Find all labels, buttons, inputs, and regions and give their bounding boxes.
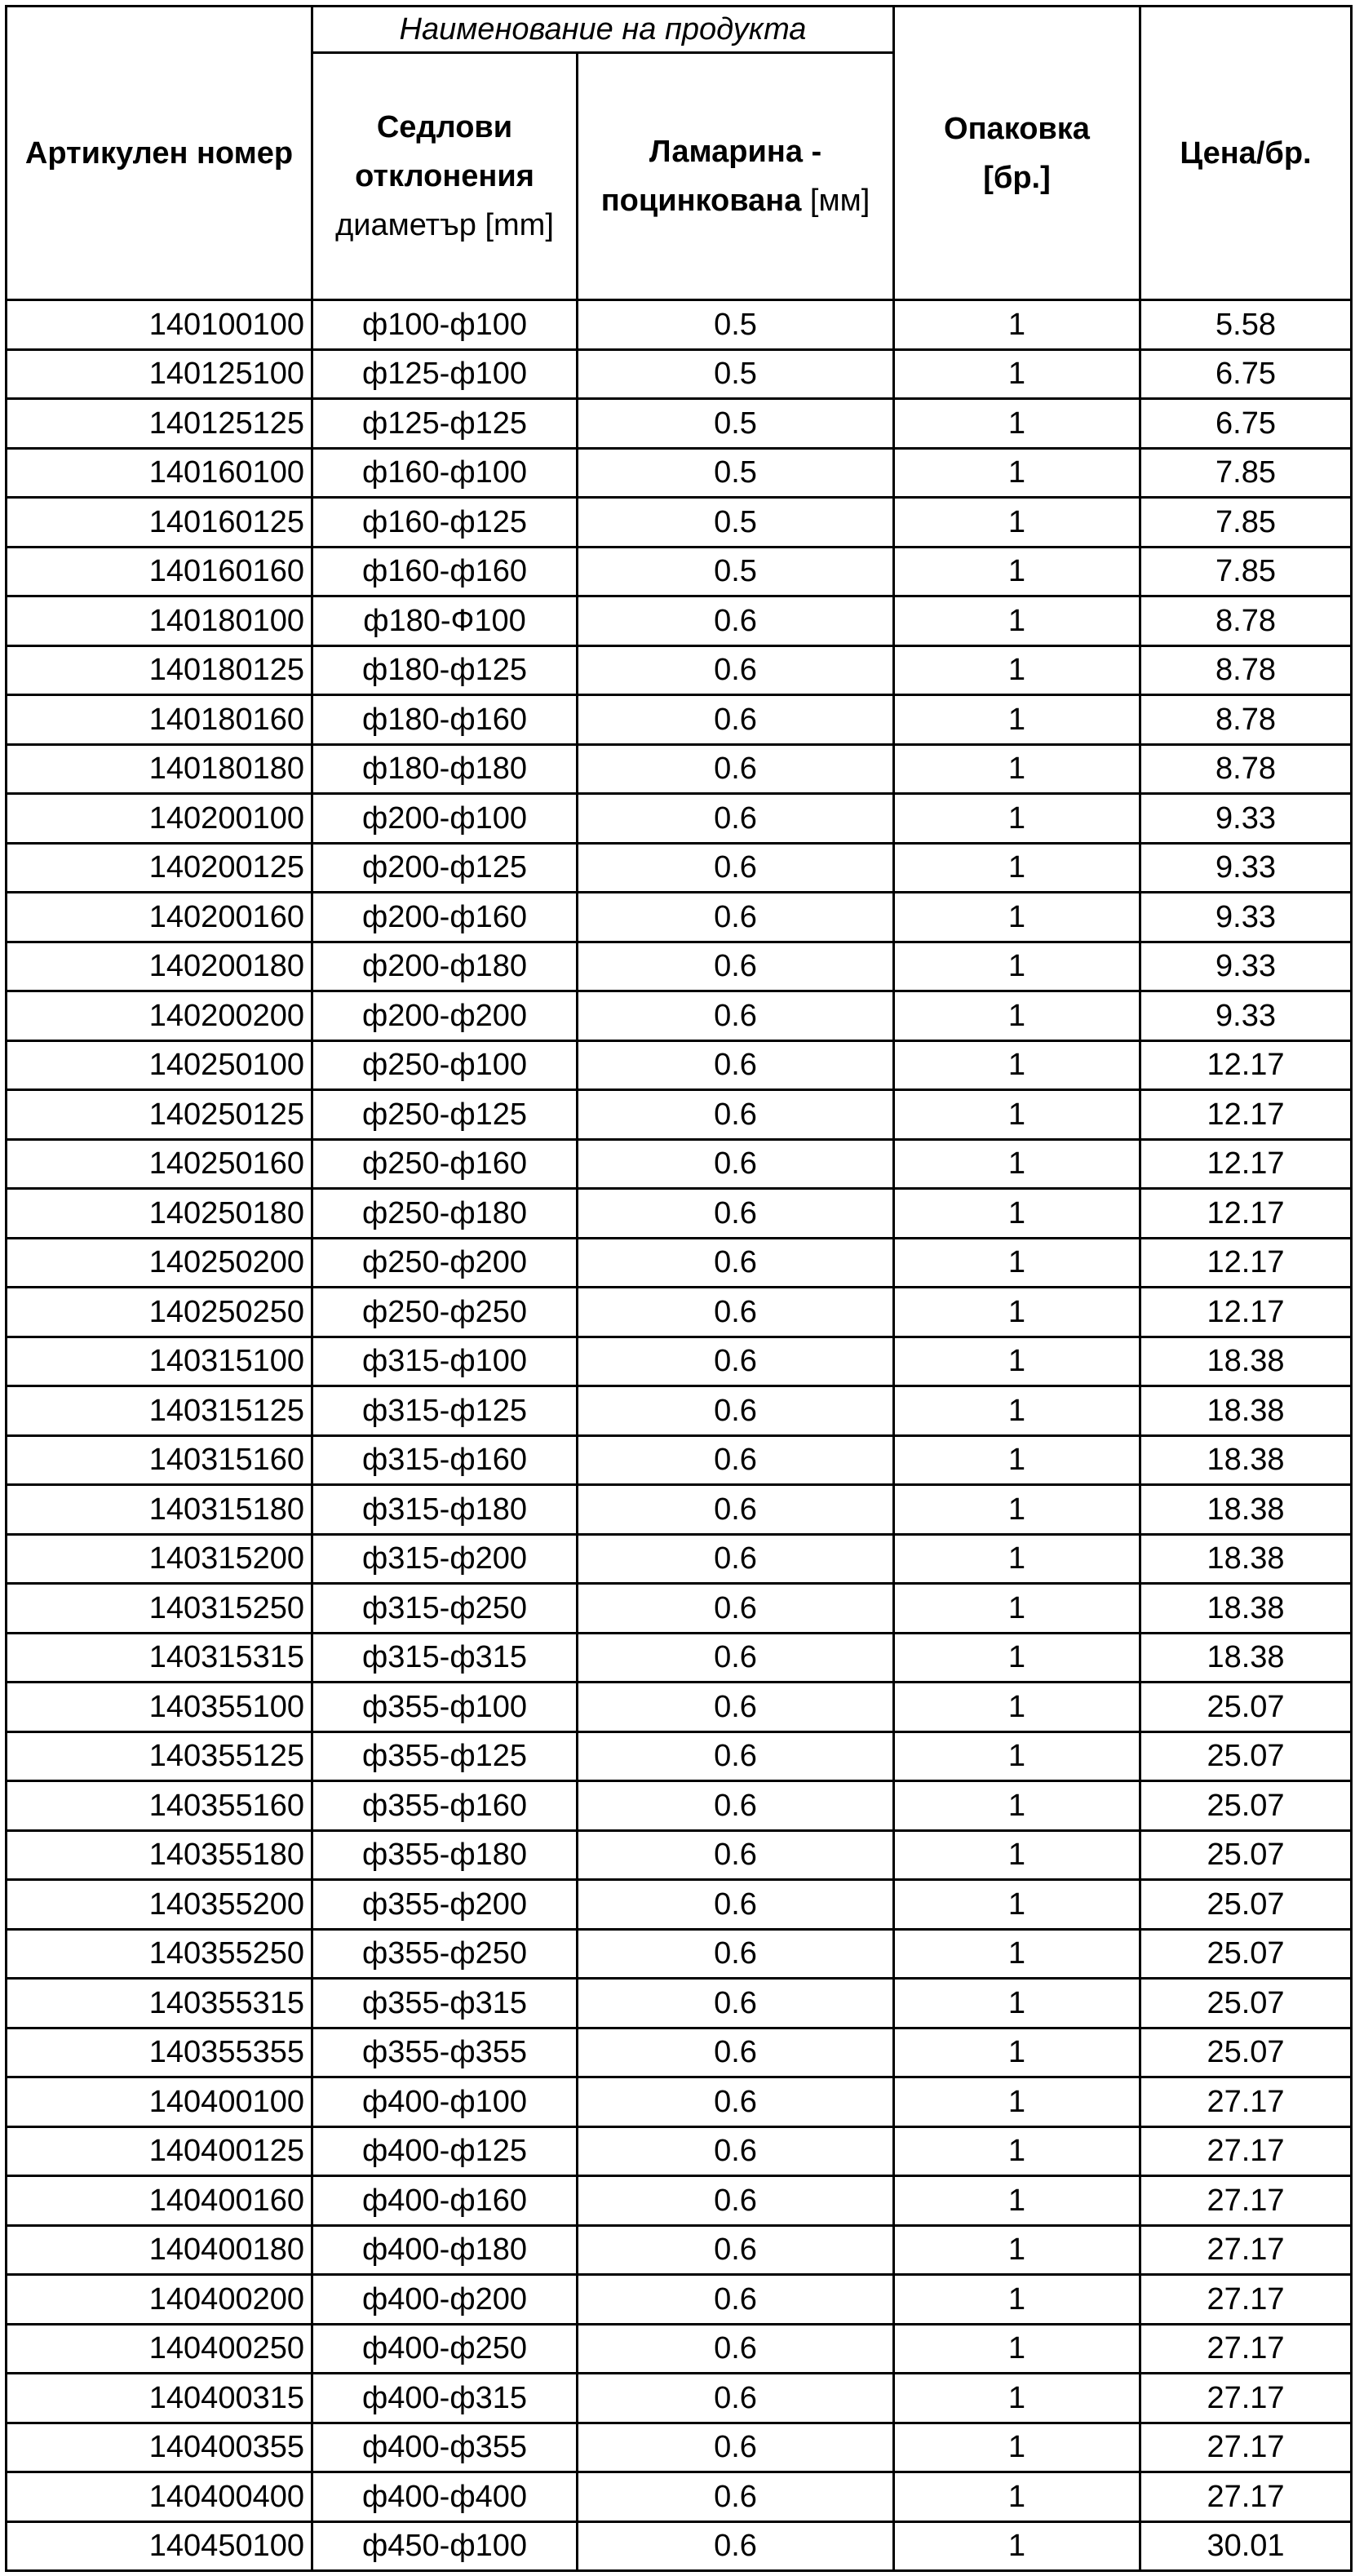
cell-price: 25.07 xyxy=(1140,1731,1352,1781)
cell-package: 1 xyxy=(894,1337,1140,1386)
cell-price: 25.07 xyxy=(1140,1979,1352,2028)
cell-article: 140200160 xyxy=(7,893,312,942)
cell-package: 1 xyxy=(894,2521,1140,2571)
cell-article: 140180160 xyxy=(7,695,312,745)
cell-diameter: ф200-ф125 xyxy=(312,843,578,893)
cell-sheet-thickness: 0.6 xyxy=(578,942,894,991)
cell-sheet-thickness: 0.6 xyxy=(578,1386,894,1436)
cell-sheet-thickness: 0.6 xyxy=(578,893,894,942)
cell-package: 1 xyxy=(894,1288,1140,1337)
table-row xyxy=(7,1238,1352,1288)
table-row xyxy=(7,794,1352,844)
cell-article: 140200180 xyxy=(7,942,312,991)
cell-price: 27.17 xyxy=(1140,2324,1352,2374)
cell-package: 1 xyxy=(894,1485,1140,1535)
cell-article: 140250160 xyxy=(7,1139,312,1189)
cell-price: 27.17 xyxy=(1140,2472,1352,2522)
cell-package: 1 xyxy=(894,1683,1140,1732)
table-row xyxy=(7,1386,1352,1436)
cell-diameter: ф355-ф200 xyxy=(312,1880,578,1930)
table-row xyxy=(7,2077,1352,2127)
cell-article: 140400160 xyxy=(7,2176,312,2226)
header-sheet-unit: [мм] xyxy=(801,184,870,218)
cell-diameter: ф315-ф200 xyxy=(312,1534,578,1584)
cell-package: 1 xyxy=(894,1386,1140,1436)
cell-price: 7.85 xyxy=(1140,448,1352,498)
cell-sheet-thickness: 0.6 xyxy=(578,2275,894,2325)
table-row xyxy=(7,399,1352,449)
table-row xyxy=(7,2324,1352,2374)
table-row xyxy=(7,498,1352,548)
table-row xyxy=(7,448,1352,498)
cell-article: 140250100 xyxy=(7,1040,312,1090)
cell-diameter: ф355-ф250 xyxy=(312,1929,578,1979)
cell-diameter: ф400-ф160 xyxy=(312,2176,578,2226)
table-row xyxy=(7,2225,1352,2275)
cell-diameter: ф400-ф200 xyxy=(312,2275,578,2325)
cell-diameter: ф100-ф100 xyxy=(312,300,578,350)
cell-sheet-thickness: 0.6 xyxy=(578,1979,894,2028)
cell-diameter: ф400-ф125 xyxy=(312,2126,578,2176)
cell-package: 1 xyxy=(894,1880,1140,1930)
cell-sheet-thickness: 0.6 xyxy=(578,1040,894,1090)
cell-article: 140355250 xyxy=(7,1929,312,1979)
cell-diameter: ф450-ф100 xyxy=(312,2521,578,2571)
table-row xyxy=(7,2126,1352,2176)
cell-package: 1 xyxy=(894,1090,1140,1140)
cell-diameter: ф200-ф100 xyxy=(312,794,578,844)
cell-sheet-thickness: 0.6 xyxy=(578,1238,894,1288)
cell-price: 12.17 xyxy=(1140,1238,1352,1288)
cell-package: 1 xyxy=(894,645,1140,695)
cell-diameter: ф125-ф125 xyxy=(312,399,578,449)
cell-article: 140355180 xyxy=(7,1830,312,1880)
cell-price: 7.85 xyxy=(1140,547,1352,596)
cell-package: 1 xyxy=(894,2374,1140,2423)
table-row xyxy=(7,2521,1352,2571)
cell-sheet-thickness: 0.6 xyxy=(578,645,894,695)
cell-sheet-thickness: 0.6 xyxy=(578,2225,894,2275)
cell-sheet-thickness: 0.6 xyxy=(578,2126,894,2176)
cell-package: 1 xyxy=(894,399,1140,449)
cell-sheet-thickness: 0.6 xyxy=(578,843,894,893)
cell-diameter: ф250-ф250 xyxy=(312,1288,578,1337)
cell-package: 1 xyxy=(894,2324,1140,2374)
table-row xyxy=(7,1929,1352,1979)
cell-article: 140400100 xyxy=(7,2077,312,2127)
table-row xyxy=(7,596,1352,646)
table-row xyxy=(7,1485,1352,1535)
table-row xyxy=(7,695,1352,745)
table-row xyxy=(7,1830,1352,1880)
header-product-group: Наименование на продукта xyxy=(312,7,894,53)
cell-sheet-thickness: 0.6 xyxy=(578,1633,894,1683)
cell-article: 140355125 xyxy=(7,1731,312,1781)
cell-price: 8.78 xyxy=(1140,645,1352,695)
table-row xyxy=(7,2472,1352,2522)
table-row xyxy=(7,2423,1352,2472)
table-row xyxy=(7,2374,1352,2423)
cell-sheet-thickness: 0.6 xyxy=(578,1929,894,1979)
header-sheet xyxy=(578,53,894,300)
cell-price: 9.33 xyxy=(1140,991,1352,1041)
header-saddle-line1: Седлови xyxy=(376,110,513,144)
header-package xyxy=(894,7,1140,300)
cell-diameter: ф250-ф125 xyxy=(312,1090,578,1140)
cell-sheet-thickness: 0.6 xyxy=(578,1435,894,1485)
table-row xyxy=(7,1880,1352,1930)
cell-price: 18.38 xyxy=(1140,1633,1352,1683)
cell-diameter: ф315-ф100 xyxy=(312,1337,578,1386)
cell-price: 25.07 xyxy=(1140,1830,1352,1880)
cell-sheet-thickness: 0.6 xyxy=(578,1781,894,1831)
cell-diameter: ф180-ф180 xyxy=(312,744,578,794)
cell-article: 140355315 xyxy=(7,1979,312,2028)
cell-diameter: ф200-ф160 xyxy=(312,893,578,942)
cell-sheet-thickness: 0.6 xyxy=(578,1189,894,1239)
cell-article: 140250180 xyxy=(7,1189,312,1239)
cell-price: 12.17 xyxy=(1140,1139,1352,1189)
cell-sheet-thickness: 0.6 xyxy=(578,2324,894,2374)
cell-sheet-thickness: 0.6 xyxy=(578,1139,894,1189)
cell-sheet-thickness: 0.6 xyxy=(578,794,894,844)
cell-package: 1 xyxy=(894,547,1140,596)
cell-article: 140250250 xyxy=(7,1288,312,1337)
cell-price: 12.17 xyxy=(1140,1040,1352,1090)
cell-diameter: ф315-ф180 xyxy=(312,1485,578,1535)
cell-sheet-thickness: 0.6 xyxy=(578,1880,894,1930)
table-row xyxy=(7,1781,1352,1831)
cell-sheet-thickness: 0.6 xyxy=(578,1288,894,1337)
cell-article: 140160125 xyxy=(7,498,312,548)
cell-diameter: ф250-ф100 xyxy=(312,1040,578,1090)
table-row xyxy=(7,1139,1352,1189)
cell-price: 12.17 xyxy=(1140,1288,1352,1337)
cell-price: 7.85 xyxy=(1140,498,1352,548)
cell-price: 9.33 xyxy=(1140,942,1352,991)
cell-price: 25.07 xyxy=(1140,2028,1352,2077)
cell-diameter: ф200-ф180 xyxy=(312,942,578,991)
table-row xyxy=(7,300,1352,350)
cell-package: 1 xyxy=(894,2225,1140,2275)
cell-diameter: ф400-ф400 xyxy=(312,2472,578,2522)
table-row xyxy=(7,1979,1352,2028)
cell-sheet-thickness: 0.6 xyxy=(578,2374,894,2423)
cell-package: 1 xyxy=(894,1979,1140,2028)
cell-package: 1 xyxy=(894,2126,1140,2176)
cell-article: 140355200 xyxy=(7,1880,312,1930)
cell-package: 1 xyxy=(894,2176,1140,2226)
cell-price: 18.38 xyxy=(1140,1584,1352,1634)
cell-sheet-thickness: 0.5 xyxy=(578,448,894,498)
cell-price: 27.17 xyxy=(1140,2225,1352,2275)
cell-package: 1 xyxy=(894,349,1140,399)
cell-sheet-thickness: 0.6 xyxy=(578,695,894,745)
cell-price: 27.17 xyxy=(1140,2275,1352,2325)
table-row xyxy=(7,2275,1352,2325)
cell-package: 1 xyxy=(894,1435,1140,1485)
cell-diameter: ф355-ф160 xyxy=(312,1781,578,1831)
cell-diameter: ф400-ф250 xyxy=(312,2324,578,2374)
table-row xyxy=(7,1090,1352,1140)
cell-price: 18.38 xyxy=(1140,1485,1352,1535)
cell-diameter: ф315-ф250 xyxy=(312,1584,578,1634)
cell-package: 1 xyxy=(894,744,1140,794)
cell-sheet-thickness: 0.5 xyxy=(578,349,894,399)
cell-diameter: ф315-ф315 xyxy=(312,1633,578,1683)
cell-diameter: ф400-ф180 xyxy=(312,2225,578,2275)
cell-diameter: ф200-ф200 xyxy=(312,991,578,1041)
cell-price: 9.33 xyxy=(1140,893,1352,942)
cell-diameter: ф250-ф200 xyxy=(312,1238,578,1288)
table-row xyxy=(7,349,1352,399)
cell-sheet-thickness: 0.6 xyxy=(578,1090,894,1140)
header-saddle xyxy=(312,53,578,300)
cell-price: 9.33 xyxy=(1140,843,1352,893)
cell-diameter: ф355-ф100 xyxy=(312,1683,578,1732)
cell-price: 27.17 xyxy=(1140,2126,1352,2176)
cell-package: 1 xyxy=(894,1238,1140,1288)
cell-sheet-thickness: 0.6 xyxy=(578,1584,894,1634)
cell-price: 8.78 xyxy=(1140,695,1352,745)
cell-article: 140355355 xyxy=(7,2028,312,2077)
table-row xyxy=(7,1040,1352,1090)
table-row xyxy=(7,1189,1352,1239)
cell-sheet-thickness: 0.5 xyxy=(578,547,894,596)
cell-diameter: ф160-ф160 xyxy=(312,547,578,596)
cell-price: 25.07 xyxy=(1140,1781,1352,1831)
cell-price: 18.38 xyxy=(1140,1337,1352,1386)
cell-sheet-thickness: 0.6 xyxy=(578,1534,894,1584)
cell-article: 140180125 xyxy=(7,645,312,695)
cell-sheet-thickness: 0.6 xyxy=(578,744,894,794)
cell-sheet-thickness: 0.6 xyxy=(578,2472,894,2522)
header-saddle-unit: диаметър [mm] xyxy=(335,208,554,242)
cell-article: 140160100 xyxy=(7,448,312,498)
cell-article: 140200125 xyxy=(7,843,312,893)
header-sheet-line2-wrap xyxy=(578,176,892,225)
cell-diameter: ф355-ф125 xyxy=(312,1731,578,1781)
cell-sheet-thickness: 0.5 xyxy=(578,399,894,449)
cell-article: 140250125 xyxy=(7,1090,312,1140)
cell-diameter: ф355-ф180 xyxy=(312,1830,578,1880)
cell-price: 6.75 xyxy=(1140,349,1352,399)
table-row xyxy=(7,1633,1352,1683)
header-package-line2: [бр.] xyxy=(983,160,1051,195)
cell-package: 1 xyxy=(894,1781,1140,1831)
cell-diameter: ф400-ф315 xyxy=(312,2374,578,2423)
cell-package: 1 xyxy=(894,1830,1140,1880)
cell-diameter: ф180-ф125 xyxy=(312,645,578,695)
cell-package: 1 xyxy=(894,1929,1140,1979)
cell-article: 140315180 xyxy=(7,1485,312,1535)
cell-price: 5.58 xyxy=(1140,300,1352,350)
header-article: Артикулен номер xyxy=(7,7,312,300)
cell-article: 140315160 xyxy=(7,1435,312,1485)
cell-price: 27.17 xyxy=(1140,2176,1352,2226)
cell-price: 18.38 xyxy=(1140,1386,1352,1436)
table-header xyxy=(7,7,1352,300)
cell-package: 1 xyxy=(894,1534,1140,1584)
cell-diameter: ф180-Ф100 xyxy=(312,596,578,646)
cell-price: 27.17 xyxy=(1140,2423,1352,2472)
cell-article: 140400200 xyxy=(7,2275,312,2325)
cell-article: 140355160 xyxy=(7,1781,312,1831)
table-row xyxy=(7,1683,1352,1732)
cell-diameter: ф315-ф160 xyxy=(312,1435,578,1485)
cell-diameter: ф160-ф125 xyxy=(312,498,578,548)
cell-price: 30.01 xyxy=(1140,2521,1352,2571)
cell-diameter: ф180-ф160 xyxy=(312,695,578,745)
cell-price: 9.33 xyxy=(1140,794,1352,844)
table-row xyxy=(7,991,1352,1041)
cell-diameter: ф400-ф355 xyxy=(312,2423,578,2472)
table-body xyxy=(7,300,1352,2571)
cell-price: 6.75 xyxy=(1140,399,1352,449)
cell-article: 140400315 xyxy=(7,2374,312,2423)
cell-article: 140400355 xyxy=(7,2423,312,2472)
cell-package: 1 xyxy=(894,1189,1140,1239)
table-row xyxy=(7,1584,1352,1634)
table-row xyxy=(7,744,1352,794)
cell-package: 1 xyxy=(894,498,1140,548)
cell-price: 27.17 xyxy=(1140,2374,1352,2423)
cell-price: 25.07 xyxy=(1140,1683,1352,1732)
table-row xyxy=(7,2176,1352,2226)
cell-diameter: ф160-ф100 xyxy=(312,448,578,498)
cell-article: 140355100 xyxy=(7,1683,312,1732)
cell-package: 1 xyxy=(894,991,1140,1041)
price-table xyxy=(5,5,1353,2572)
cell-sheet-thickness: 0.6 xyxy=(578,2176,894,2226)
cell-price: 12.17 xyxy=(1140,1090,1352,1140)
table-row xyxy=(7,1435,1352,1485)
cell-diameter: ф125-ф100 xyxy=(312,349,578,399)
cell-article: 140180100 xyxy=(7,596,312,646)
cell-article: 140315100 xyxy=(7,1337,312,1386)
cell-diameter: ф355-ф315 xyxy=(312,1979,578,2028)
cell-sheet-thickness: 0.6 xyxy=(578,1337,894,1386)
cell-article: 140400250 xyxy=(7,2324,312,2374)
header-sheet-line2: поцинкована xyxy=(600,184,802,218)
cell-sheet-thickness: 0.6 xyxy=(578,991,894,1041)
cell-diameter: ф355-ф355 xyxy=(312,2028,578,2077)
cell-price: 25.07 xyxy=(1140,1880,1352,1930)
cell-article: 140315250 xyxy=(7,1584,312,1634)
cell-package: 1 xyxy=(894,893,1140,942)
cell-package: 1 xyxy=(894,1040,1140,1090)
cell-package: 1 xyxy=(894,2077,1140,2127)
cell-sheet-thickness: 0.6 xyxy=(578,2423,894,2472)
cell-article: 140180180 xyxy=(7,744,312,794)
table-row xyxy=(7,1288,1352,1337)
table-row xyxy=(7,1534,1352,1584)
cell-article: 140450100 xyxy=(7,2521,312,2571)
header-sheet-line1: Ламарина - xyxy=(649,135,822,169)
price-table-container xyxy=(5,5,1350,2571)
cell-package: 1 xyxy=(894,843,1140,893)
table-row xyxy=(7,893,1352,942)
cell-article: 140400180 xyxy=(7,2225,312,2275)
table-row xyxy=(7,645,1352,695)
table-row xyxy=(7,547,1352,596)
cell-article: 140125100 xyxy=(7,349,312,399)
cell-article: 140250200 xyxy=(7,1238,312,1288)
cell-article: 140200200 xyxy=(7,991,312,1041)
cell-package: 1 xyxy=(894,596,1140,646)
table-row xyxy=(7,942,1352,991)
cell-price: 18.38 xyxy=(1140,1435,1352,1485)
cell-package: 1 xyxy=(894,942,1140,991)
cell-article: 140160160 xyxy=(7,547,312,596)
cell-sheet-thickness: 0.6 xyxy=(578,2077,894,2127)
cell-package: 1 xyxy=(894,1139,1140,1189)
cell-diameter: ф315-ф125 xyxy=(312,1386,578,1436)
cell-package: 1 xyxy=(894,448,1140,498)
cell-price: 8.78 xyxy=(1140,744,1352,794)
cell-package: 1 xyxy=(894,2472,1140,2522)
cell-article: 140200100 xyxy=(7,794,312,844)
cell-price: 12.17 xyxy=(1140,1189,1352,1239)
cell-diameter: ф250-ф180 xyxy=(312,1189,578,1239)
cell-article: 140315200 xyxy=(7,1534,312,1584)
table-row xyxy=(7,843,1352,893)
cell-package: 1 xyxy=(894,300,1140,350)
cell-sheet-thickness: 0.5 xyxy=(578,300,894,350)
table-row xyxy=(7,1337,1352,1386)
cell-sheet-thickness: 0.6 xyxy=(578,2521,894,2571)
cell-package: 1 xyxy=(894,1584,1140,1634)
cell-price: 25.07 xyxy=(1140,1929,1352,1979)
cell-article: 140315315 xyxy=(7,1633,312,1683)
cell-article: 140400125 xyxy=(7,2126,312,2176)
cell-diameter: ф250-ф160 xyxy=(312,1139,578,1189)
cell-article: 140100100 xyxy=(7,300,312,350)
cell-price: 18.38 xyxy=(1140,1534,1352,1584)
cell-price: 27.17 xyxy=(1140,2077,1352,2127)
cell-package: 1 xyxy=(894,2275,1140,2325)
cell-article: 140125125 xyxy=(7,399,312,449)
cell-package: 1 xyxy=(894,1633,1140,1683)
cell-package: 1 xyxy=(894,794,1140,844)
cell-price: 8.78 xyxy=(1140,596,1352,646)
cell-sheet-thickness: 0.6 xyxy=(578,1731,894,1781)
cell-sheet-thickness: 0.6 xyxy=(578,596,894,646)
cell-article: 140400400 xyxy=(7,2472,312,2522)
cell-sheet-thickness: 0.5 xyxy=(578,498,894,548)
table-row xyxy=(7,2028,1352,2077)
cell-package: 1 xyxy=(894,1731,1140,1781)
cell-sheet-thickness: 0.6 xyxy=(578,2028,894,2077)
cell-diameter: ф400-ф100 xyxy=(312,2077,578,2127)
header-price: Цена/бр. xyxy=(1140,7,1352,300)
table-row xyxy=(7,1731,1352,1781)
header-package-line1: Опаковка xyxy=(944,111,1090,146)
cell-sheet-thickness: 0.6 xyxy=(578,1830,894,1880)
cell-sheet-thickness: 0.6 xyxy=(578,1485,894,1535)
header-saddle-line2: отклонения xyxy=(355,159,534,193)
cell-package: 1 xyxy=(894,2423,1140,2472)
cell-package: 1 xyxy=(894,2028,1140,2077)
cell-sheet-thickness: 0.6 xyxy=(578,1683,894,1732)
cell-article: 140315125 xyxy=(7,1386,312,1436)
cell-package: 1 xyxy=(894,695,1140,745)
